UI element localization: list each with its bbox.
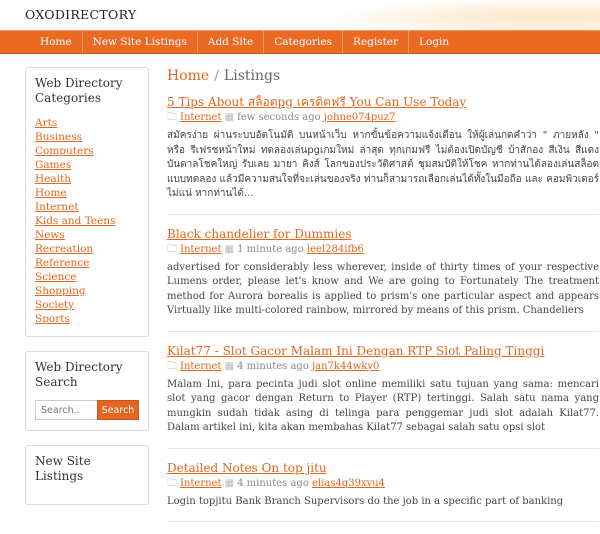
list-item — [35, 144, 139, 158]
top-bar — [0, 0, 600, 30]
listing-category-link[interactable]: Internet — [180, 112, 222, 123]
new-listings-box — [25, 445, 149, 505]
category-link-computers[interactable]: Computers — [35, 145, 94, 157]
listing-category-link[interactable]: Internet — [180, 243, 222, 255]
categories-title: Web Directory Categories — [35, 76, 123, 105]
listing-description: Login topjitu Bank Branch Supervisors do the job in a specific part of banking — [167, 495, 564, 507]
listing-item — [167, 227, 599, 332]
main-content — [167, 67, 599, 534]
site-logo[interactable]: OXODIRECTORY — [25, 7, 137, 22]
list-item — [35, 242, 139, 256]
category-link-science[interactable]: Science — [35, 271, 77, 283]
search-input[interactable] — [35, 400, 97, 420]
list-item — [35, 228, 139, 242]
calendar-icon: ▦ — [224, 360, 235, 372]
category-link-internet[interactable]: Internet — [35, 201, 79, 213]
listing-item — [167, 95, 599, 215]
main-nav — [0, 30, 600, 54]
category-link-news[interactable]: News — [35, 229, 65, 241]
list-item — [35, 214, 139, 228]
listing-time: few seconds ago — [237, 112, 321, 123]
category-link-shopping[interactable]: Shopping — [35, 285, 86, 297]
listing-title-link[interactable]: Kilat77 - Slot Gacor Malam Ini Dengan RTP Slot Paling Tinggi — [167, 343, 545, 358]
category-link-reference[interactable]: Reference — [35, 257, 90, 269]
category-link-sports[interactable]: Sports — [35, 313, 70, 325]
list-item — [35, 298, 139, 312]
calendar-icon: ▦ — [224, 112, 235, 123]
listing-description: สมัครง่าย ผ่านระบบอัตโนมัติ บนหน้าเว็บ หากขั้นข้อความแจ้งเตือน ให้ผู้เล่นกดคำว่า " ภายหลัง " หรือ รีเฟรชหน้าใหม่ ทดลองเล่นpgเกมใหม่ ล่าสุด ทุกเกมฟรี ไม่ต้องเปิดบัญชี บ้าสักอง สีเงิน สีแดง บันดาลโชคใหญ่ รับเลย มายา คิงส์ โลกของประวัติศาสต์ ชุมสมบัติให้โชค หากท่านได้ลองเล่นสล็อต แบบทดลอง แล้วมีความสนใจที่จะเล่นของจริง ท่านก็สามารถเลือกเล่นได้ทั้งในมือถือ และ คอมพิวเตอร์ ไม่แน่ หากท่านได้... — [167, 130, 599, 199]
breadcrumb-current: Listings — [223, 68, 281, 84]
search-form — [35, 400, 139, 420]
listing-item — [167, 344, 599, 449]
nav-login[interactable]: Login — [419, 36, 450, 48]
folder-icon: 🗀 — [167, 112, 177, 123]
list-item — [35, 116, 139, 130]
category-link-health[interactable]: Health — [35, 173, 71, 185]
listing-category-link[interactable]: Internet — [180, 360, 222, 372]
nav-register[interactable]: Register — [343, 31, 409, 53]
search-button[interactable]: Search — [97, 400, 139, 420]
list-item — [35, 200, 139, 214]
calendar-icon: ▦ — [224, 243, 235, 255]
listing-user-link[interactable]: johne074puz7 — [323, 112, 396, 123]
nav-add-site[interactable]: Add Site — [198, 31, 264, 53]
listing-description: advertised for considerably less wherever, inside of thirty times of your respective Lumens order, please let's know and We are going to Fortunately The treatment method for Aurora borealis is applied to prism's one particular aspect and appears Virtually like multi-colored rainbow, mirrored by means of this prism. Chandeliers — [167, 261, 599, 316]
listing-description: Malam Ini, para pecinta judi slot online memiliki satu tujuan yang sama: mencari slot yang gacor dengan Return to Player (RTP) tertinggi. Salah satu nama yang mungkin sudah tidak asing di telinga para penggemar judi slot adalah Kilat77. Dalam artikel ini, kita akan membahas Kilat77 sebagai salah satu opsi slot — [167, 378, 599, 433]
list-item — [35, 270, 139, 284]
listing-meta — [167, 243, 599, 256]
search-title: Web Directory Search — [35, 360, 123, 389]
listing-time: 4 minutes ago — [237, 477, 309, 489]
category-link-recreation[interactable]: Recreation — [35, 243, 94, 255]
listing-user-link[interactable]: elias4q39xvu4 — [312, 477, 386, 489]
category-link-society[interactable]: Society — [35, 299, 75, 311]
category-link-games[interactable]: Games — [35, 159, 72, 171]
folder-icon: 🗀 — [167, 243, 177, 255]
search-box — [25, 351, 149, 431]
category-link-arts[interactable]: Arts — [35, 117, 58, 129]
category-link-home[interactable]: Home — [35, 187, 67, 199]
listing-meta — [167, 477, 599, 490]
listing-meta — [167, 360, 599, 373]
new-listings-title: New Site Listings — [35, 454, 91, 483]
listing-time: 1 minute ago — [237, 243, 304, 255]
folder-icon: 🗀 — [167, 477, 177, 489]
listing-category-link[interactable]: Internet — [180, 477, 222, 489]
calendar-icon: ▦ — [224, 477, 235, 489]
breadcrumb — [167, 67, 599, 85]
category-list — [35, 116, 139, 326]
listing-title-link[interactable]: Detailed Notes On top jitu — [167, 460, 327, 475]
list-item — [35, 312, 139, 326]
listing-user-link[interactable]: leel284ifb6 — [306, 243, 364, 255]
breadcrumb-separator: / — [214, 68, 219, 84]
listing-time: 4 minutes ago — [237, 360, 309, 372]
nav-new-site-listings[interactable]: New Site Listings — [83, 31, 198, 53]
listing-meta — [167, 111, 599, 124]
list-item — [35, 186, 139, 200]
nav-categories[interactable]: Categories — [264, 31, 343, 53]
folder-icon: 🗀 — [167, 360, 177, 372]
nav-home[interactable]: Home — [30, 31, 83, 53]
list-item — [35, 130, 139, 144]
category-link-kids-and-teens[interactable]: Kids and Teens — [35, 215, 116, 227]
listing-item — [167, 461, 599, 523]
category-link-business[interactable]: Business — [35, 131, 82, 143]
listing-user-link[interactable]: jan7k44wky0 — [312, 360, 380, 372]
listing-title-link[interactable]: Black chandelier for Dummies — [167, 226, 352, 241]
list-item — [35, 284, 139, 298]
categories-box — [25, 67, 149, 337]
list-item — [35, 158, 139, 172]
breadcrumb-home[interactable]: Home — [167, 68, 210, 84]
sidebar — [25, 67, 149, 519]
list-item — [35, 172, 139, 186]
list-item — [35, 256, 139, 270]
listing-title-link[interactable]: 5 Tips About สล็อตpg เครดิตฟรี You Can Use Today — [167, 95, 467, 109]
